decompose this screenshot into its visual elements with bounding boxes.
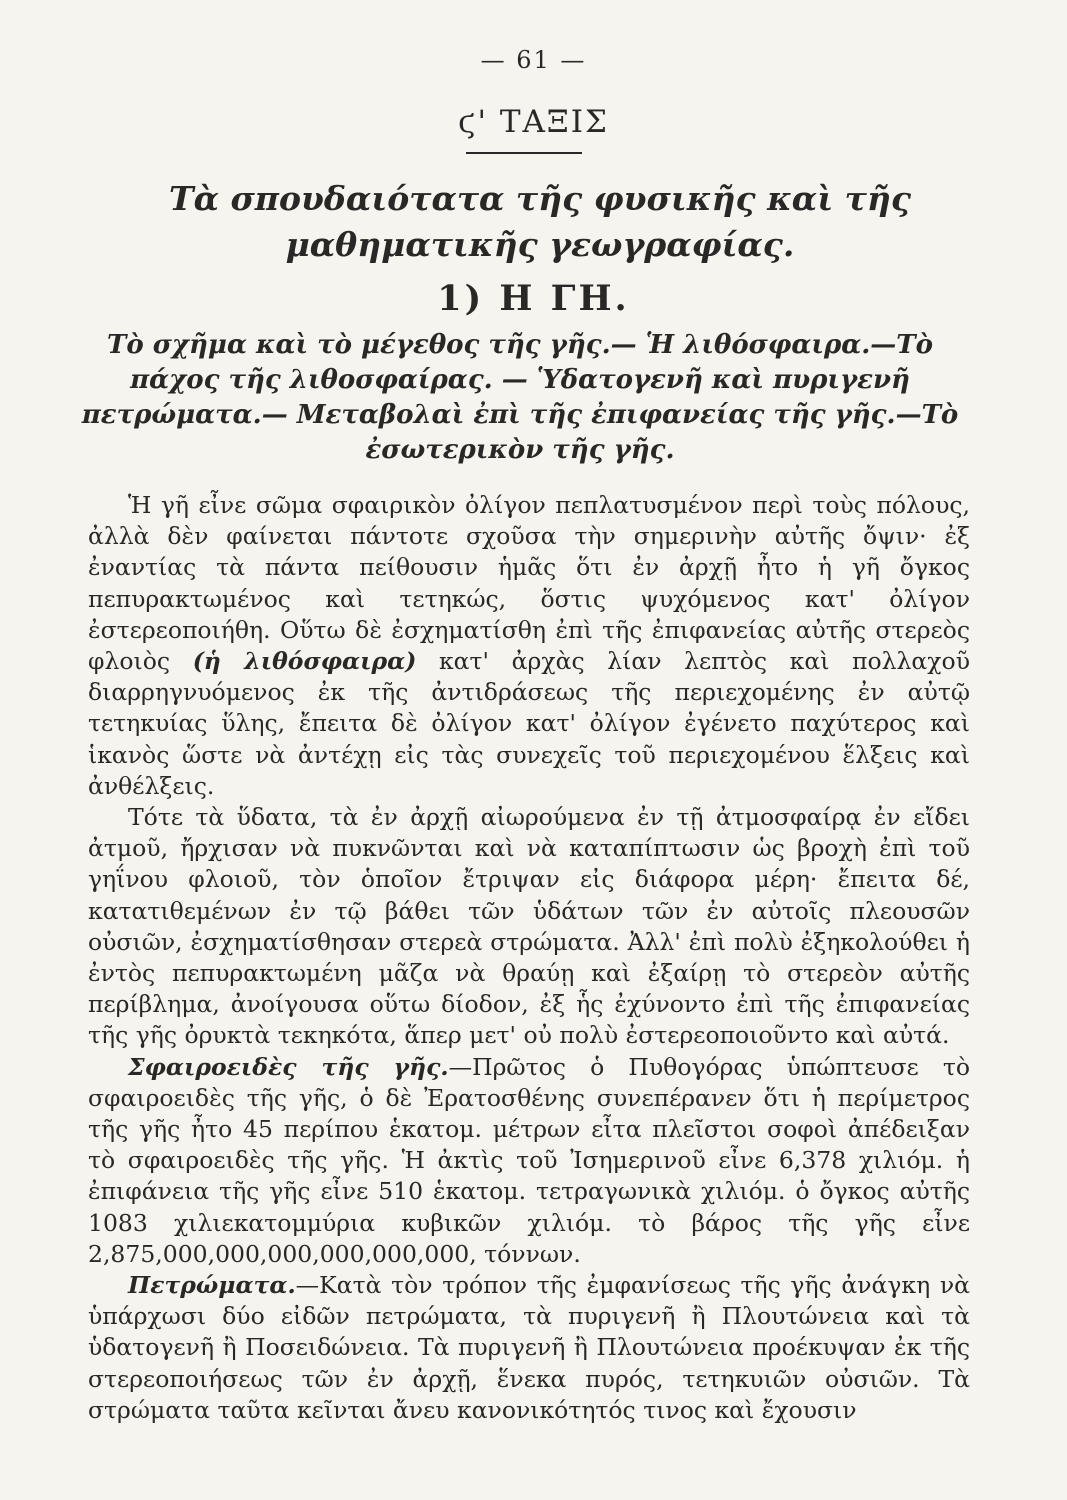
paragraph-4 [88,1270,970,1426]
paragraph-2: Τότε τὰ ὕδατα, τὰ ἐν ἀρχῇ αἰωρούμενα ἐν τῇ ἀτμοσφαίρᾳ ἐν εἴδει ἀτμοῦ, ἤρχισαν νὰ πυκνῶνται καὶ νὰ καταπίπτωσιν ὡς βροχὴ ἐπὶ τοῦ γηΐνου φλοιοῦ, τὸν ὁποῖον ἔτριψαν εἰς διάφορα μέρη· ἔπειτα δέ, κατατιθεμένων ἐν τῷ βάθει τῶν ὑδάτων τῶν ἐν αὐτοῖς πλεουσῶν οὐσιῶν, ἐσχηματίσθησαν στερεὰ στρώματα. Ἀλλ' ἐπὶ πολὺ ἐξηκολούθει ἡ ἐντὸς πεπυρακτωμένη μᾶζα νὰ θραύῃ καὶ ἐξαίρῃ τὸ στερεὸν αὐτῆς περίβλημα, ἀνοίγουσα οὕτω δίοδον, ἐξ ἧς ἐχύνοντο ἐπὶ τῆς ἐπιφανείας τῆς γῆς ὀρυκτὰ τεκηκότα, ἅπερ μετ' οὐ πολὺ ἐστερεοποιοῦντο καὶ αὐτά. [88,803,970,1050]
page-number: — 61 — [480,46,587,74]
paragraph-1-emphasis: (ἡ λιθόσφαιρα) [192,647,417,676]
heading-rule [466,152,582,154]
paragraph-4-text: —Κατὰ τὸν τρόπον τῆς ἐμφανίσεως τῆς γῆς ἀνάγκη νὰ ὑπάρχωσι δύο εἰδῶν πετρώματα, τὰ πυριγενῆ ἢ Πλουτώνεια καὶ τὰ ὑδατογενῆ ἢ Ποσειδώνεια. Τὰ πυριγενῆ ἢ Πλουτώνεια προέκυψαν ἐκ τῆς στερεοποιήσεως τῶν ἐν ἀρχῇ, ἕνεκα πυρός, τετηκυιῶν οὐσιῶν. Τὰ στρώματα ταῦτα κεῖνται ἄνευ κανονικότητός τινος καὶ ἔχουσιν [88,1271,970,1424]
paragraph-1 [88,490,970,802]
class-heading: ϛ' ΤΑΞΙΣ [458,104,609,140]
paragraph-3-lead: Σφαιροειδὲς τῆς γῆς. [128,1052,449,1081]
paragraph-3-text: —Πρῶτος ὁ Πυθογόρας ὑπώπτευσε τὸ σφαιροειδὲς τῆς γῆς, ὁ δὲ Ἐρατοσθένης συνεπέρανεν ὅτι ἡ περίμετρος τῆς γῆς ἦτο 45 περίπου ἑκατομ. μέτρων εἶτα πλεῖστοι σοφοὶ ἀπέδειξαν τὸ σφαιροειδὲς τῆς γῆς. Ἡ ἀκτὶς τοῦ Ἰσημερινοῦ εἶνε 6,378 χιλιόμ. ἡ ἐπιφάνεια τῆς γῆς εἶνε 510 ἑκατομ. τετραγωνικὰ χιλιόμ. ὁ ὄγκος αὐτῆς 1083 χιλιεκατομμύρια κυβικῶν χιλιόμ. τὸ βάρος τῆς γῆς εἶνε 2,875,000,000,000,000,000,000, τόννων. [88,1052,970,1268]
subtopics-summary: Τὸ σχῆμα καὶ τὸ μέγεθος τῆς γῆς.— Ἡ λιθόσφαιρα.—Τὸ πάχος τῆς λιθοσφαίρας. — Ὑδατογενῆ καὶ πυριγενῆ πετρώματα.— Μεταβολαὶ ἐπὶ τῆς ἐπιφανείας τῆς γῆς.—Τὸ ἐσωτερικὸν τῆς γῆς. [81,330,959,465]
paragraph-4-lead: Πετρώματα. [128,1271,296,1300]
body-text [88,490,970,1426]
chapter-title: Τὰ σπουδαιότατα τῆς φυσικῆς καὶ τῆς μαθηματικῆς γεωγραφίας. [169,179,911,264]
paragraph-1-text: Ἡ γῆ εἶνε σῶμα σφαιρικὸν ὀλίγον πεπλατυσμένον περὶ τοὺς πόλους, ἀλλὰ δὲν φαίνεται πάντοτε σχοῦσα τὴν σημερινὴν αὐτῆς ὄψιν· ἐξ ἐναντίας τὰ πάντα πείθουσιν ἡμᾶς ὅτι ἐν ἀρχῇ ἦτο ἡ γῆ ὄγκος πεπυρακτωμένος καὶ τετηκώς, ὅστις ψυχόμενος κατ' ὀλίγον ἐστερεοποιήθη. Οὕτω δὲ ἐσχηματίσθη ἐπὶ τῆς ἐπιφανείας αὐτῆς στερεὸς φλοιὸς [88,491,970,676]
paragraph-3 [88,1052,970,1270]
paragraph-1-rest: κατ' ἀρχὰς λίαν λεπτὸς καὶ πολλαχοῦ διαρρηγνυόμενος ἐκ τῆς ἀντιδράσεως τῆς περιεχομένης ἐν αὐτῷ τετηκυίας ὕλης, ἔπειτα δὲ ὀλίγον κατ' ὀλίγον ἐγένετο παχύτερος καὶ ἱκανὸς ὥστε νὰ ἀντέχῃ εἰς τὰς συνεχεῖς τοῦ περιεχομένου ἕλξεις καὶ ἀνθέλξεις. [88,647,970,800]
section-heading: 1) Η ΓΗ. [437,278,630,319]
